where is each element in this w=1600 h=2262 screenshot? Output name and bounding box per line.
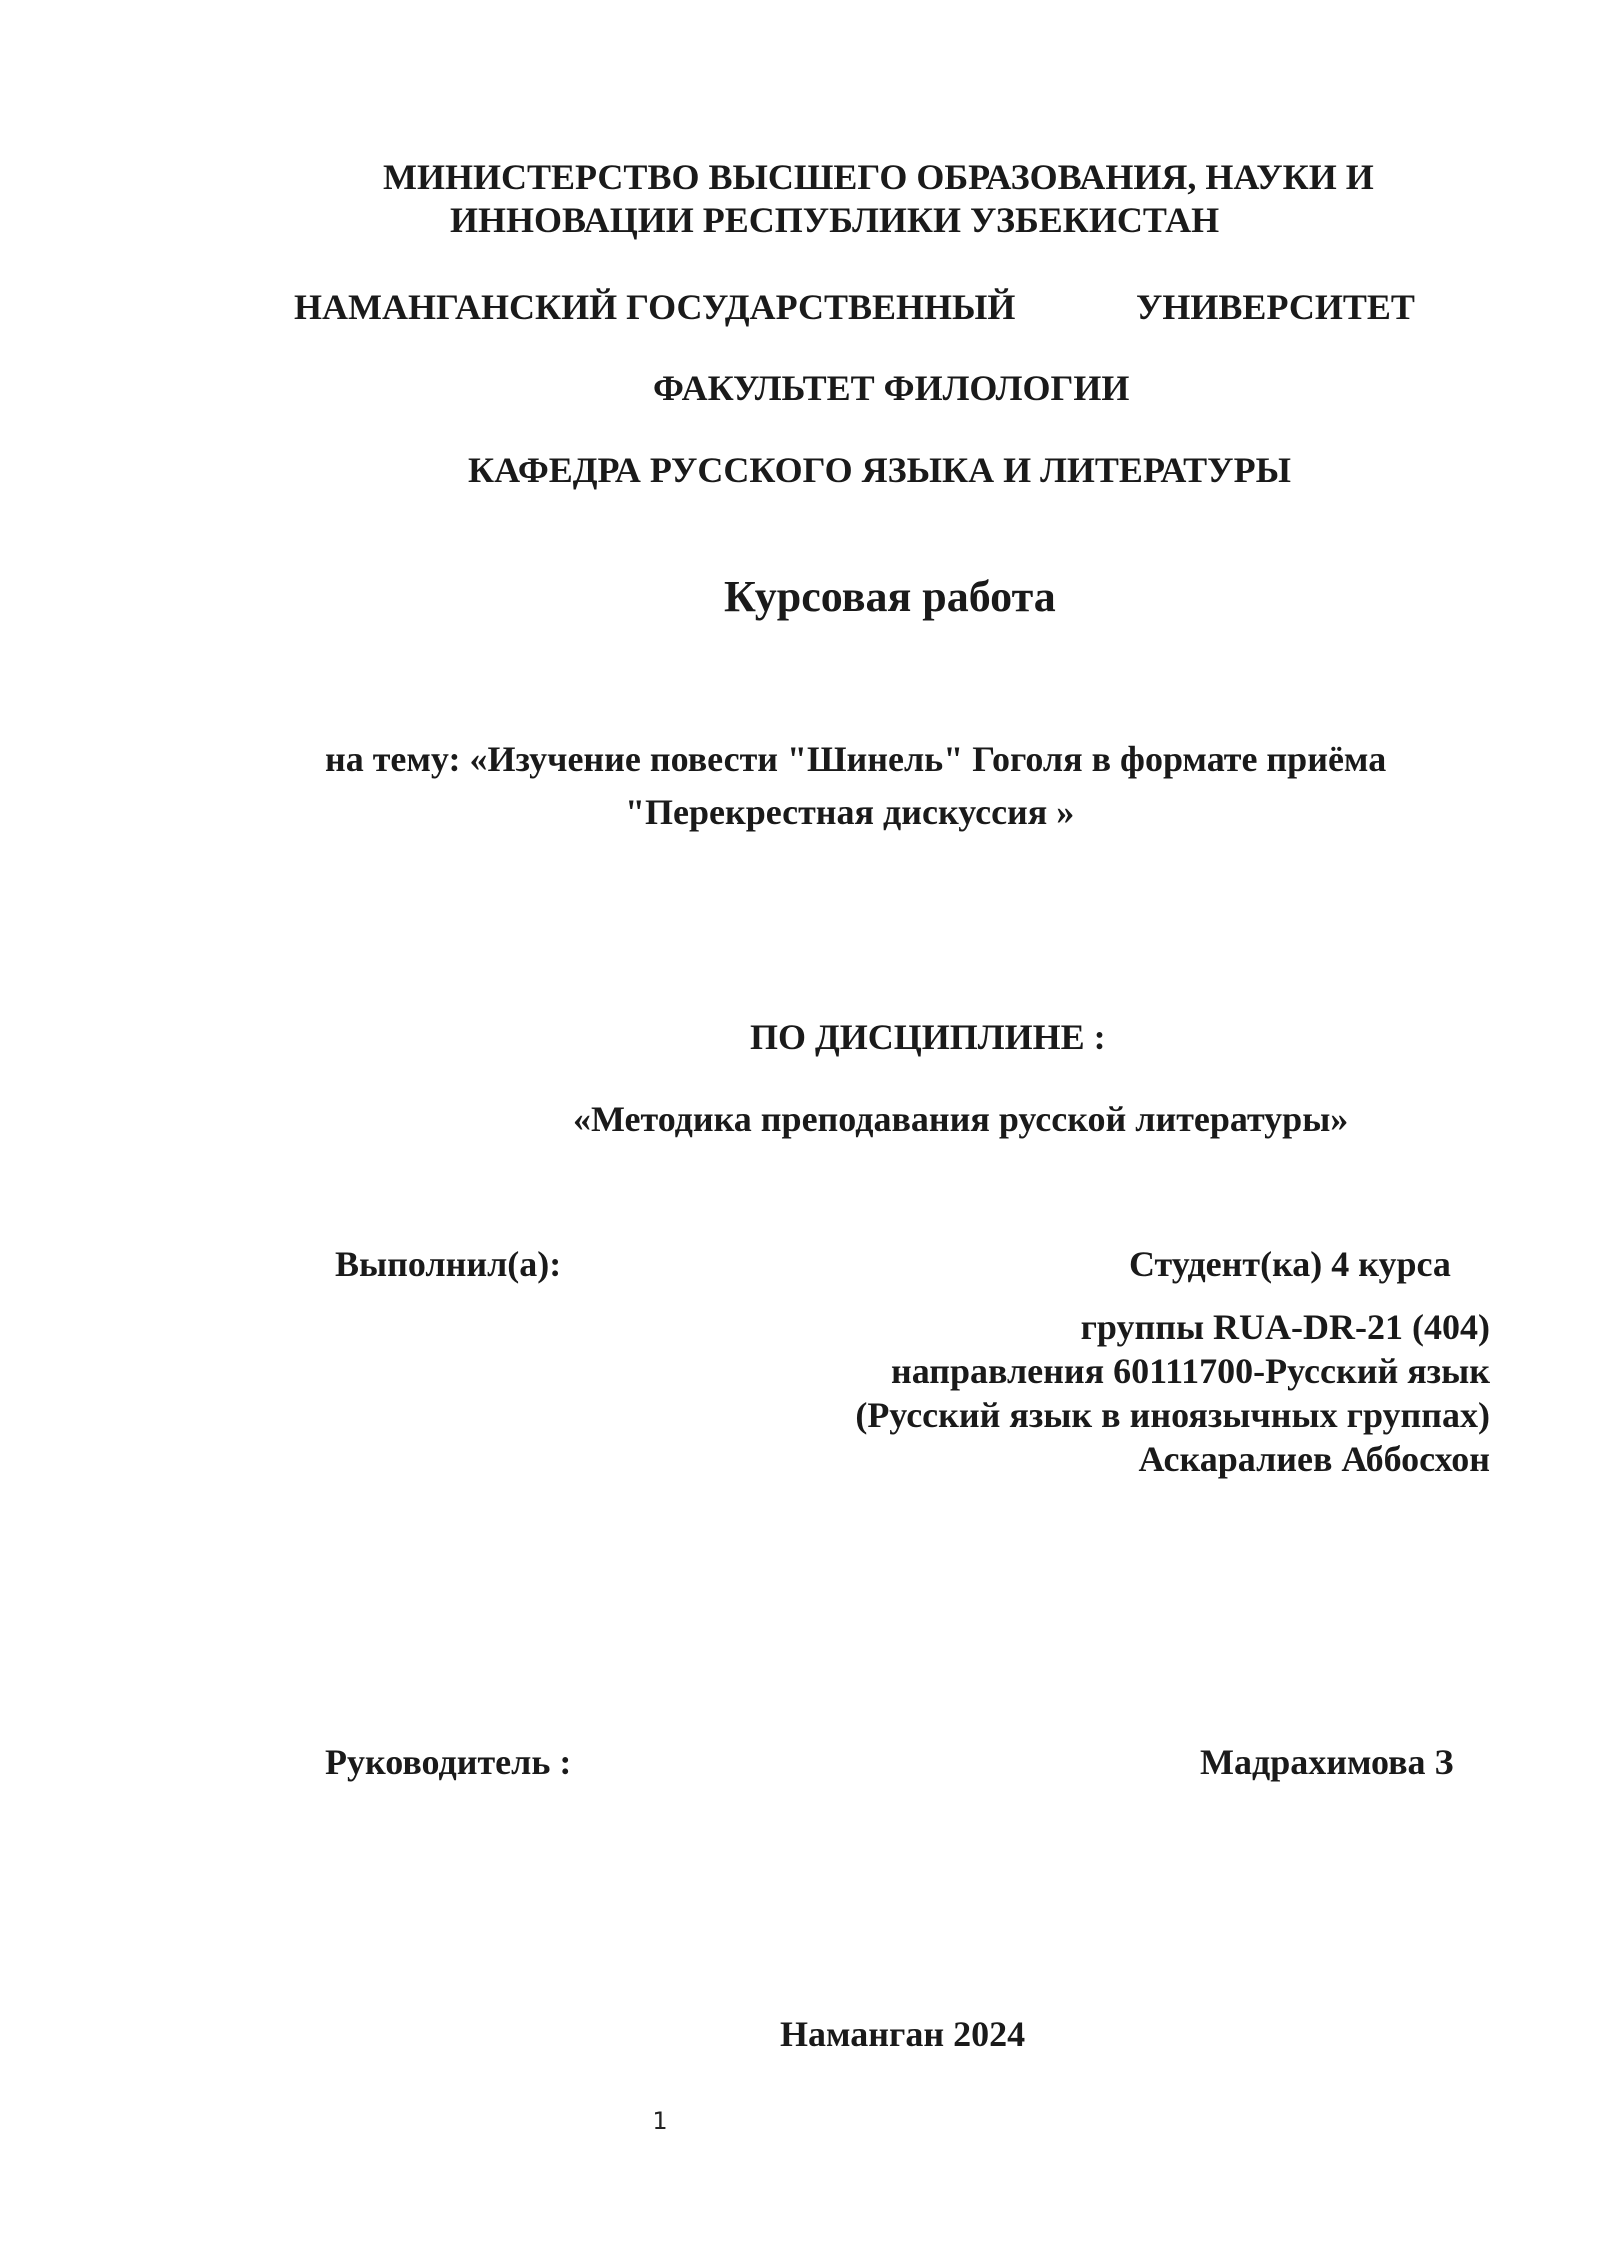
supervisor-name: Мадрахимова З [1200,1742,1454,1782]
discipline-label: ПО ДИСЦИПЛИНЕ : [750,1017,1106,1057]
author-course: Студент(ка) 4 курса [1129,1244,1451,1284]
supervisor-label: Руководитель : [325,1742,572,1782]
city-year: Наманган 2024 [780,2014,1026,2054]
author-label: Выполнил(а): [335,1244,562,1284]
topic-line-1: на тему: «Изучение повести "Шинель" Гоголя в формате приёма [325,739,1387,779]
discipline-name: «Методика преподавания русской литературы» [573,1099,1349,1139]
author-details [855,1305,1490,1481]
page-number: 1 [652,2107,668,2135]
author-name: Аскаралиев Аббосхон [1138,1439,1490,1479]
department-name: КАФЕДРА РУССКОГО ЯЗЫКА И ЛИТЕРАТУРЫ [468,450,1291,490]
topic-line-2: "Перекрестная дискуссия » [625,792,1075,832]
university-name-part-2: УНИВЕРСИТЕТ [1136,287,1415,327]
ministry-line-2: ИННОВАЦИИ РЕСПУБЛИКИ УЗБЕКИСТАН [450,200,1220,240]
ministry-line-1: МИНИСТЕРСТВО ВЫСШЕГО ОБРАЗОВАНИЯ, НАУКИ И [383,157,1374,197]
author-direction: направления 60111700-Русский язык [890,1351,1490,1391]
faculty-name: ФАКУЛЬТЕТ ФИЛОЛОГИИ [653,368,1130,408]
university-name-part-1: НАМАНГАНСКИЙ ГОСУДАРСТВЕННЫЙ [294,287,1016,327]
document-type-title: Курсовая работа [724,572,1056,621]
author-group: группы RUA-DR-21 (404) [1080,1307,1490,1347]
author-specialization: (Русский язык в иноязычных группах) [855,1395,1490,1435]
